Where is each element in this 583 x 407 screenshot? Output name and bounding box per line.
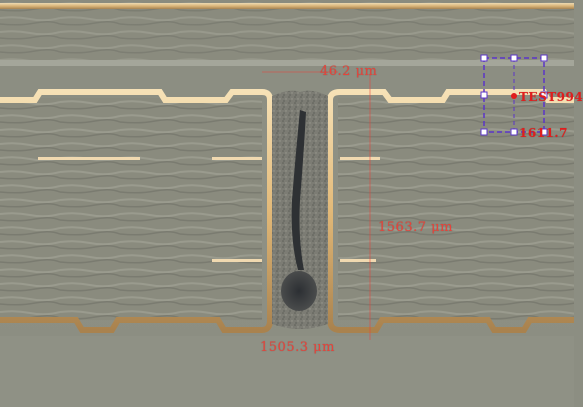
selection-secondary-value: 1611.7	[519, 126, 568, 140]
measurement-bottom: 1505.3 μm	[260, 340, 335, 355]
measurement-mid: 1563.7 μm	[378, 220, 453, 235]
measurement-top: 46.2 μm	[320, 64, 378, 79]
selection-label: TEST994	[519, 90, 583, 104]
